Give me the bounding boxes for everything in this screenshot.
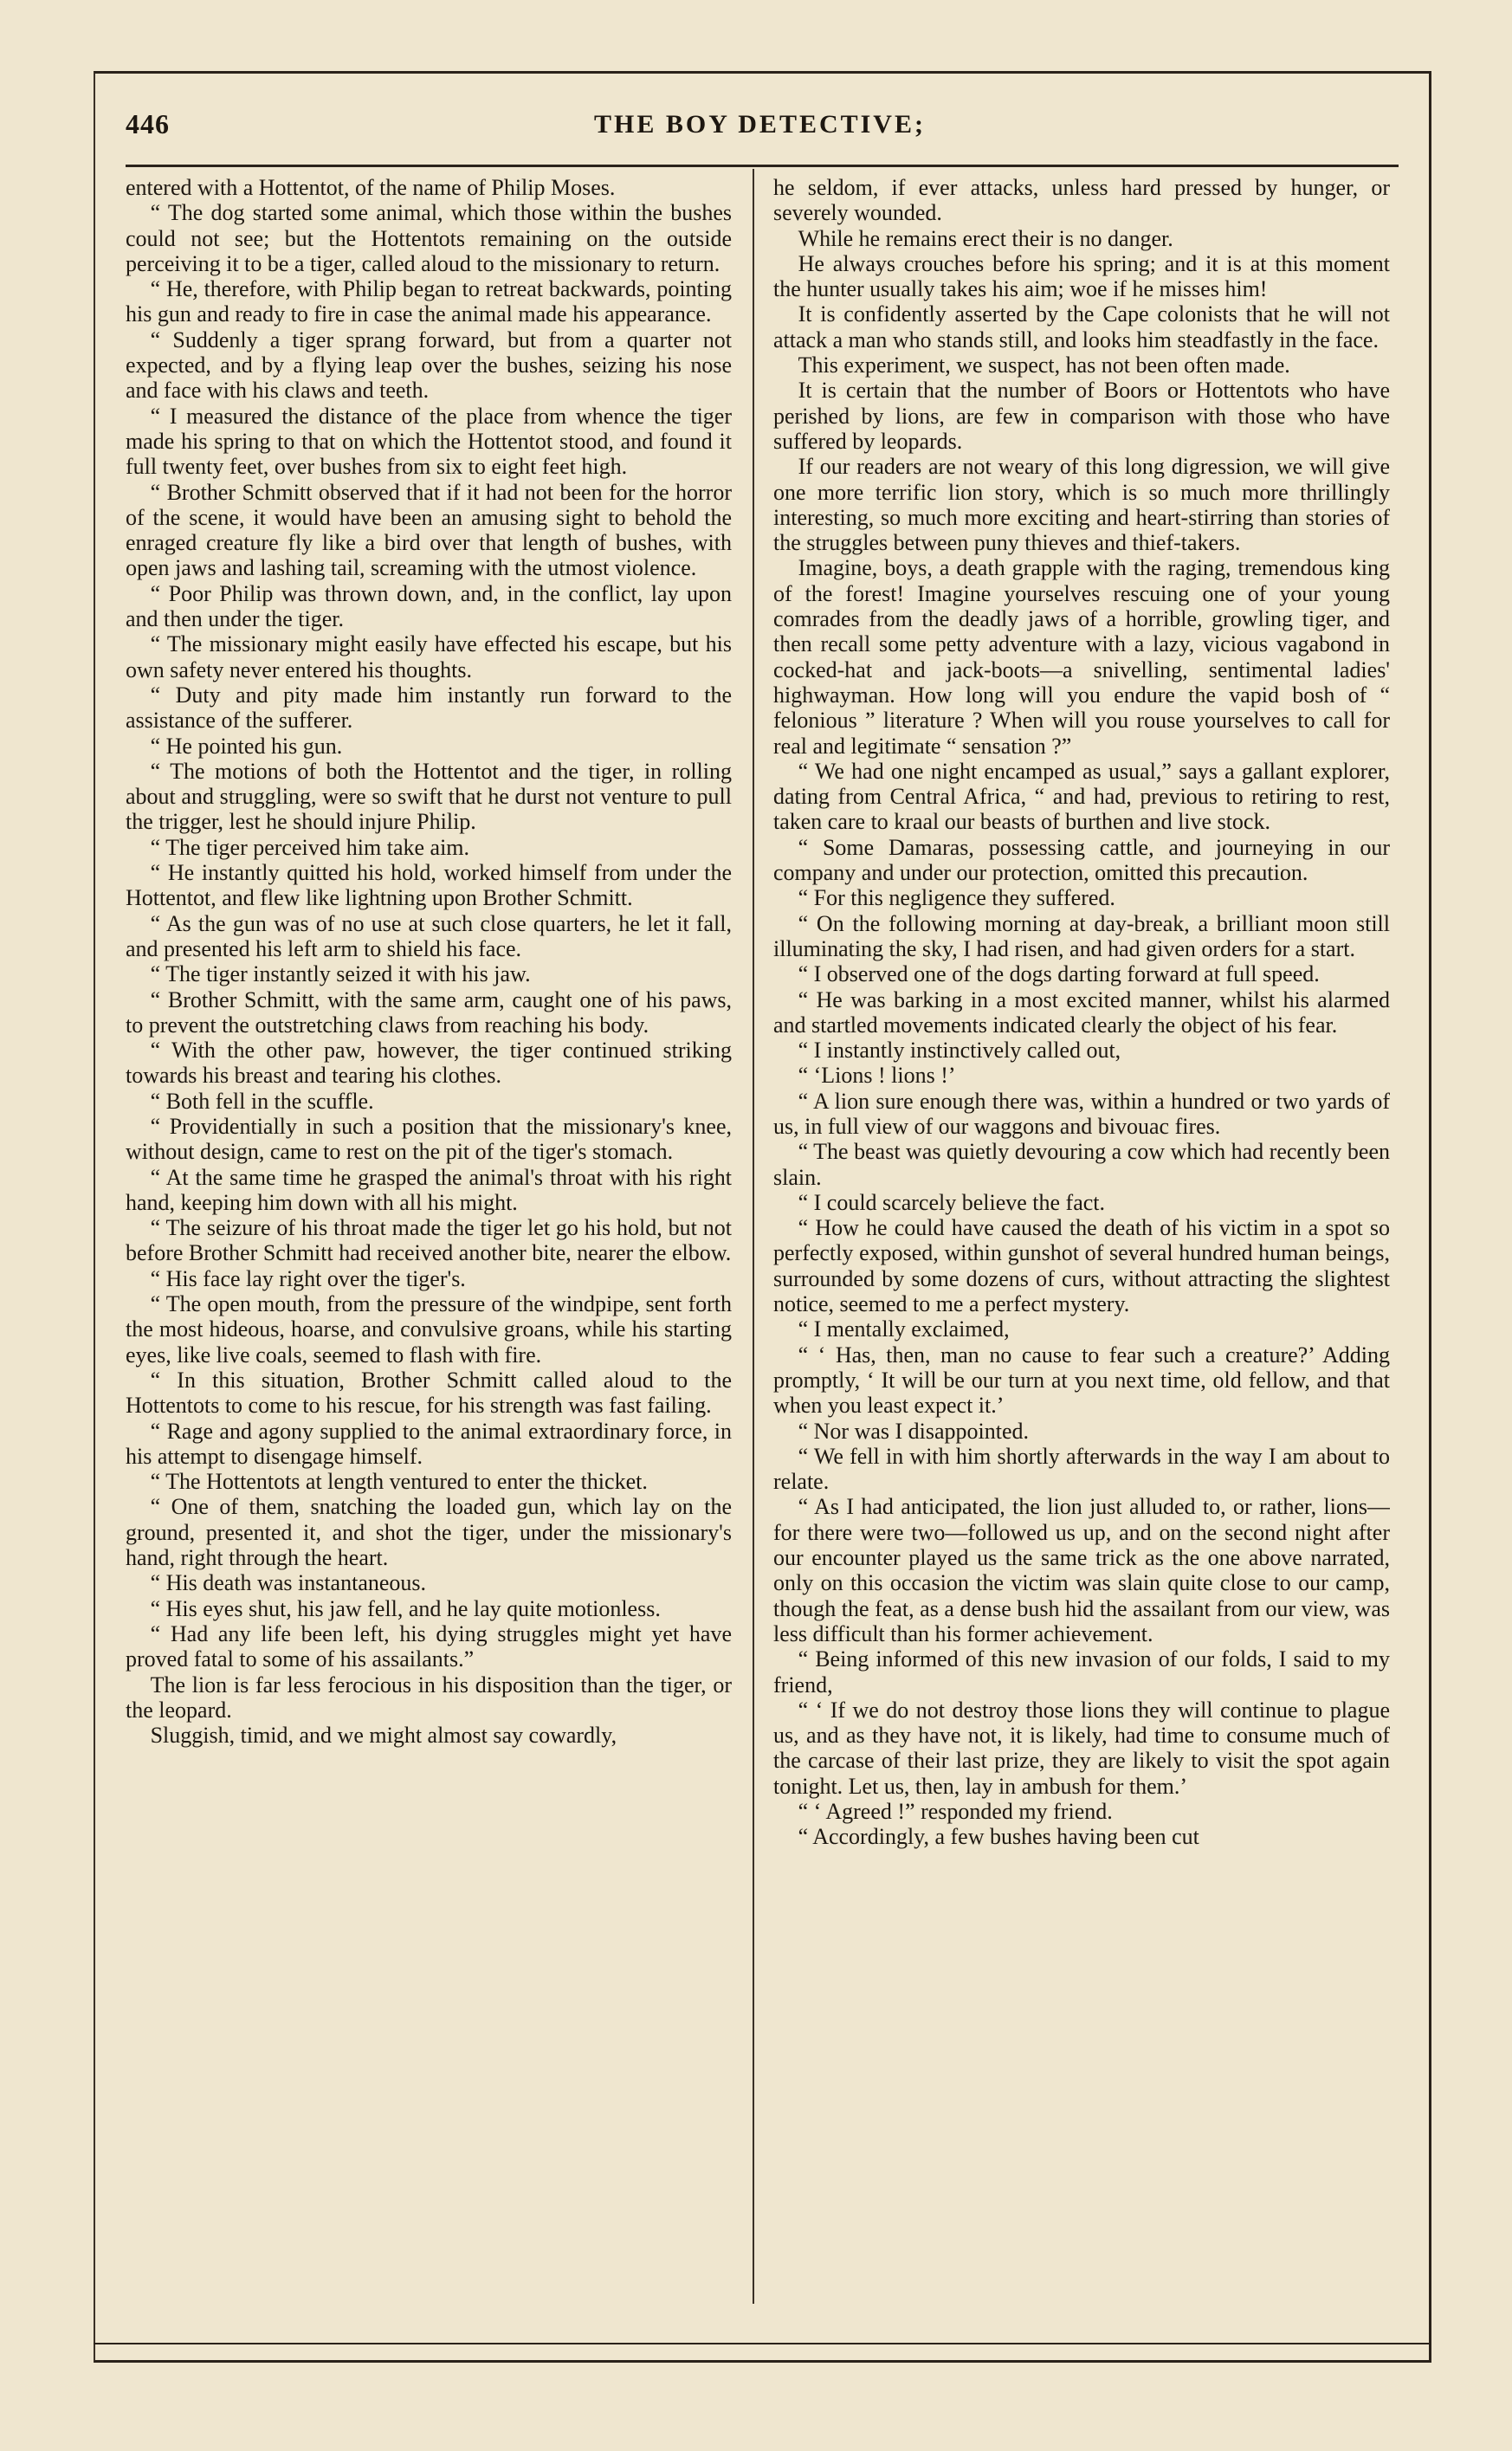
paragraph: “ One of them, snatching the loaded gun, which lay on the ground, presented it, and shot the tiger, under the missionary's hand, right through the heart.: [126, 1494, 732, 1571]
header-rule: [126, 165, 1399, 167]
footer-rule: [94, 2343, 1430, 2344]
paragraph: “ I observed one of the dogs darting forward at full speed.: [798, 961, 1320, 987]
paragraph: “ As the gun was of no use at such close quarters, he let it fall, and presented his left arm to shield his face.: [126, 910, 732, 961]
paragraph: Imagine, boys, a death grapple with the raging, tremendous king of the forest! Imagine yourselves rescuing one of your young comrades from the deadly jaws of a horrible, growling tiger, and then recall some petty adventure with a lazy, vicious vagabond in cocked-hat and jack-boots—a snivelling, sentimental ladies' highwayman. How long will you endure the vapid bosh of “ felonious ” literature ? When will you rouse yourselves to call for real and legitimate “ sensation ?”: [773, 555, 1390, 759]
paragraph: “ ‘ If we do not destroy those lions they will continue to plague us, and as they have not, it is likely, had time to consume much of the carcase of their last prize, they are likely to visit the spot again tonight. Let us, then, lay in ambush for them.’: [773, 1697, 1390, 1799]
paragraph: “ The Hottentots at length ventured to enter the thicket.: [150, 1469, 648, 1495]
paragraph: “ He was barking in a most excited manner, whilst his alarmed and startled movements indicated clearly the object of his fear.: [773, 986, 1390, 1038]
paragraph: “ The missionary might easily have effected his escape, but his own safety never entered his thoughts.: [126, 631, 732, 682]
paragraph: “ On the following morning at day-break, a brilliant moon still illuminating the sky, I had risen, and had given orders for a start.: [773, 910, 1390, 961]
paragraph: While he remains erect their is no danger.: [798, 225, 1173, 251]
paragraph: “ Accordingly, a few bushes having been cut: [798, 1824, 1199, 1850]
paragraph: “ I measured the distance of the place from whence the tiger made his spring to that on which the Hottentot stood, and found it full twenty feet, over bushes from six to eight feet high.: [126, 403, 732, 480]
paragraph: “ How he could have caused the death of his victim in a spot so perfectly exposed, within gunshot of several hundred human beings, surrounded by some dozens of curs, without attracting the slightest notice, seemed to me a perfect mystery.: [773, 1215, 1390, 1317]
paragraph: “ He pointed his gun.: [150, 733, 343, 759]
paragraph: If our readers are not weary of this long digression, we will give one more terrific lion story, which is so much more thrillingly interesting, so much more exciting and heart-stirring than stories of the struggles between puny thieves and thief-takers.: [773, 454, 1390, 556]
paragraph: “ A lion sure enough there was, within a hundred or two yards of us, in full view of our waggons and bivouac fires.: [773, 1088, 1390, 1139]
paragraph: “ The tiger instantly seized it with his jaw.: [150, 961, 531, 987]
paragraph: “ With the other paw, however, the tiger continued striking towards his breast and tearing his clothes.: [126, 1038, 732, 1089]
paragraph: entered with a Hottentot, of the name of Philip Moses.: [126, 175, 616, 200]
paragraph: “ We fell in with him shortly afterwards in the way I am about to relate.: [773, 1443, 1390, 1495]
paragraph: It is confidently asserted by the Cape colonists that he will not attack a man who stands still, and looks him steadfastly in the face.: [773, 301, 1390, 352]
paragraph: “ ‘Lions ! lions !’: [798, 1063, 956, 1089]
paragraph: It is certain that the number of Boors or Hottentots who have perished by lions, are few in comparison with those who have suffered by leopards.: [773, 378, 1390, 454]
paragraph: “ Brother Schmitt, with the same arm, caught one of his paws, to prevent the outstretching claws from reaching his body.: [126, 986, 732, 1038]
paragraph: “ He, therefore, with Philip began to retreat backwards, pointing his gun and ready to fire in case the animal made his appearance.: [126, 276, 732, 327]
paragraph: “ Some Damaras, possessing cattle, and journeying in our company and under our protection, omitted this precaution.: [773, 834, 1390, 886]
paragraph: “ The dog started some animal, which those within the bushes could not see; but the Hottentots remaining on the outside perceiving it to be a tiger, called aloud to the missionary to return.: [126, 200, 732, 276]
paragraph: “ As I had anticipated, the lion just alluded to, or rather, lions—for there were two—followed us up, and on the second night after our encounter played us the same trick as the one above narrated, only on this occasion the victim was slain quite close to our camp, though the feat, as a dense bush hid the assailant from our view, was less difficult than his former achievement.: [773, 1494, 1390, 1646]
paragraph: he seldom, if ever attacks, unless hard pressed by hunger, or severely wounded.: [773, 175, 1390, 226]
paragraph: “ Being informed of this new invasion of our folds, I said to my friend,: [773, 1646, 1390, 1698]
right-column: [773, 175, 1390, 2305]
paragraph: “ The beast was quietly devouring a cow which had recently been slain.: [773, 1139, 1390, 1190]
paragraph: “ The seizure of his throat made the tiger let go his hold, but not before Brother Schmitt had received another bite, nearer the elbow.: [126, 1215, 732, 1266]
paragraph: “ Brother Schmitt observed that if it had not been for the horror of the scene, it would have been an amusing sight to behold the enraged creature fly like a bird over that length of bushes, with open jaws and lashing tail, screaming with the utmost violence.: [126, 479, 732, 581]
paragraph: “ His face lay right over the tiger's.: [150, 1265, 466, 1291]
page-number: 446: [126, 108, 170, 139]
paragraph: “ Nor was I disappointed.: [798, 1418, 1030, 1444]
paragraph: Sluggish, timid, and we might almost say cowardly,: [150, 1723, 617, 1749]
paragraph: “ ‘ Agreed !” responded my friend.: [798, 1799, 1113, 1824]
paragraph: “ The motions of both the Hottentot and the tiger, in rolling about and struggling, were so swift that he durst not venture to pull the trigger, lest he should injure Philip.: [126, 758, 732, 835]
paragraph: “ Duty and pity made him instantly run forward to the assistance of the sufferer.: [126, 682, 732, 734]
paragraph: “ Had any life been left, his dying struggles might yet have proved fatal to some of his assailants.”: [126, 1620, 732, 1672]
running-title: THE BOY DETECTIVE;: [594, 110, 926, 139]
paragraph: “ I could scarcely believe the fact.: [798, 1189, 1106, 1215]
paragraph: “ He instantly quitted his hold, worked himself from under the Hottentot, and flew like lightning upon Brother Schmitt.: [126, 860, 732, 911]
paragraph: The lion is far less ferocious in his disposition than the tiger, or the leopard.: [126, 1672, 732, 1723]
paragraph: “ Both fell in the scuffle.: [150, 1088, 374, 1114]
paragraph: “ Providentially in such a position that the missionary's knee, without design, came to rest on the pit of the tiger's stomach.: [126, 1113, 732, 1165]
left-column: [126, 175, 732, 2305]
paragraph: This experiment, we suspect, has not been often made.: [798, 352, 1290, 378]
paragraph: “ I mentally exclaimed,: [798, 1316, 1010, 1342]
paragraph: “ In this situation, Brother Schmitt called aloud to the Hottentots to come to his rescue, for his strength was fast failing.: [126, 1367, 732, 1419]
paragraph: “ His death was instantaneous.: [150, 1570, 427, 1596]
paragraph: “ The tiger perceived him take aim.: [150, 834, 470, 860]
paragraph: “ I instantly instinctively called out,: [798, 1038, 1121, 1064]
page-header: [126, 108, 1394, 153]
paragraph: “ ‘ Has, then, man no cause to fear such a creature?’ Adding promptly, ‘ It will be our turn at you next time, old fellow, and that when you least expect it.’: [773, 1342, 1390, 1419]
paragraph: “ Rage and agony supplied to the animal extraordinary force, in his attempt to disengage himself.: [126, 1418, 732, 1469]
paragraph: “ For this negligence they suffered.: [798, 885, 1115, 911]
paragraph: “ His eyes shut, his jaw fell, and he lay quite motionless.: [150, 1595, 661, 1621]
paragraph: “ Suddenly a tiger sprang forward, but from a quarter not expected, and by a flying leap over the bushes, seizing his nose and face with his claws and teeth.: [126, 327, 732, 404]
paragraph: “ The open mouth, from the pressure of the windpipe, sent forth the most hideous, hoarse, and convulsive groans, while his starting eyes, like live coals, seemed to flash with fire.: [126, 1291, 732, 1368]
column-divider: [753, 169, 754, 2304]
paragraph: “ At the same time he grasped the animal's throat with his right hand, keeping him down with all his might.: [126, 1164, 732, 1215]
paragraph: “ We had one night encamped as usual,” says a gallant explorer, dating from Central Africa, “ and had, previous to retiring to rest, taken care to kraal our beasts of burthen and live stock.: [773, 758, 1390, 835]
paragraph: “ Poor Philip was thrown down, and, in the conflict, lay upon and then under the tiger.: [126, 580, 732, 632]
paragraph: He always crouches before his spring; and it is at this moment the hunter usually takes his aim; woe if he misses him!: [773, 250, 1390, 302]
